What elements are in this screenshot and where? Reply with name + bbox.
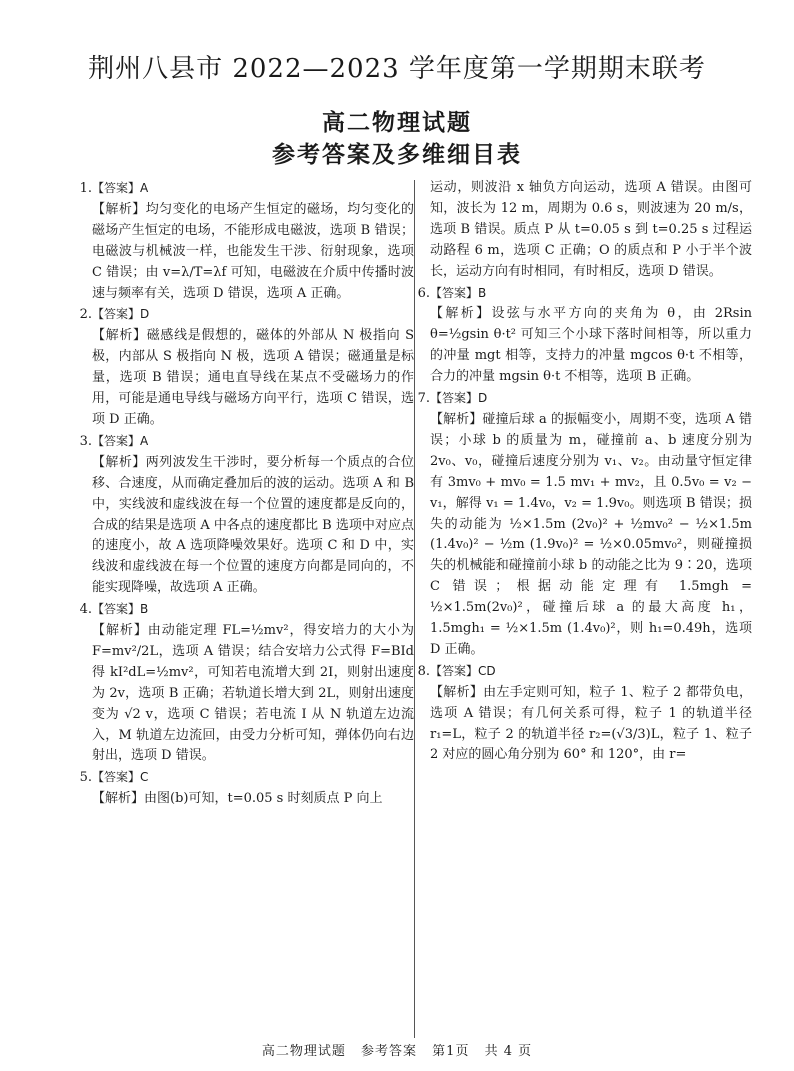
answer-label: 【答案】C xyxy=(92,770,149,785)
question-number: 3. xyxy=(79,433,92,449)
analysis-text: 【解析】碰撞后球 a 的振幅变小，周期不变，选项 A 错误；小球 b 的质量为 m，碰撞前 a、b 速度分别为 2v₀、v₀，碰撞后速度分别为 v₁、v₂。由动量守恒定律有 3mv₀ + mv₀ = 1.5 mv₁ + mv₂，且 0.5v₀ = v₂ − v₁，解得 v₁ = 1.4v₀，v₂ = 1.9v₀。则选项 B 错误；损失的动能为 ½×1.5m (2v₀)² + ½mv₀² − ½×1.5m (1.4v₀)² − ½m (1.9v₀)² = ½×0.05mv₀²，则碰撞损失的机械能和碰撞前小球 b 的动能之比为 9∶20，选项 C 错误；根据动能定理有 1.5mgh = ½×1.5m(2v₀)²，碰撞后球 a 的最大高度 h₁，1.5mgh₁ = ½×1.5m (1.4v₀)²，则 h₁=0.49h，选项 D 正确。 xyxy=(430,411,752,657)
analysis-text: 运动，则波沿 x 轴负方向运动，选项 A 错误。由图可知，波长为 12 m，周期为 0.6 s，则波速为 20 m/s，选项 B 错误。质点 P 从 t=0.05 s 到 t=0.25 s 过程运动路程 6 m，选项 C 正确；O 的质点和 P 小于半个波长，运动方向有时相同，有时相反，选项 D 错误。 xyxy=(430,180,752,279)
question-2 xyxy=(79,304,414,430)
question-number: 6. xyxy=(417,285,430,301)
question-3 xyxy=(79,431,414,599)
analysis-text: 【解析】磁感线是假想的，磁体的外部从 N 极指向 S 极，内部从 S 极指向 N 极，选项 A 错误；磁通量是标量，选项 B 错误；通电直导线在某点不受磁场力的作用，可能是通电导线与磁场方向平行，选项 C 错误，选项 D 正确。 xyxy=(92,328,414,427)
question-1 xyxy=(79,178,414,304)
question-5 xyxy=(79,767,414,810)
answer-key-title: 参考答案及多维细目表 xyxy=(272,142,522,168)
question-4 xyxy=(79,599,414,767)
column-divider xyxy=(414,180,415,1038)
analysis-text: 【解析】两列波发生干涉时，要分析每一个质点的合位移、合速度，从而确定叠加后的波的运动。选项 A 和 B 中，实线波和虚线波在每一个位置的速度都是反向的，合成的结果是选项 A 中各点的速度都比 B 选项中对应点的速度小，故 A 选项降噪效果好。选项 C 和 D 中，实线波和虚线波在每一个位置的速度方向都是同向的，不能实现降噪，故选项 A 正确。 xyxy=(92,454,414,596)
question-number: 2. xyxy=(79,307,92,323)
answer-label: 【答案】D xyxy=(430,391,488,406)
analysis-text: 【解析】由左手定则可知，粒子 1、粒子 2 都带负电，选项 A 错误；有几何关系可得，粒子 1 的轨道半径 r₁=L，粒子 2 的轨道半径 r₂=(√3/3)L，粒子 1、粒子 2 对应的圆心角分别为 60° 和 120°，由 r= xyxy=(430,684,752,763)
question-5-continued xyxy=(430,178,752,283)
question-6 xyxy=(417,283,752,389)
question-number: 7. xyxy=(417,391,430,407)
left-column xyxy=(79,178,414,810)
question-number: 5. xyxy=(79,770,92,786)
answer-label: 【答案】CD xyxy=(430,663,496,678)
footer-doc: 参考答案 xyxy=(361,1044,418,1059)
answer-label: 【答案】B xyxy=(92,602,149,617)
page-footer xyxy=(0,1040,794,1059)
answer-label: 【答案】A xyxy=(92,181,149,195)
footer-page-number: 第1页 xyxy=(432,1044,470,1059)
analysis-text: 【解析】均匀变化的电场产生恒定的磁场，均匀变化的磁场产生恒定的电场，不能形成电磁波，选项 B 错误；电磁波与机械波一样，也能发生干涉、衍射现象，选项 C 错误；由 v=λ/T=λf 可知，电磁波在介质中传播时波速与频率有关，选项 D 错误，选项 A 正确。 xyxy=(92,201,414,301)
exam-subject-title: 高二物理试题 xyxy=(322,110,472,136)
right-column xyxy=(417,178,752,766)
answer-label: 【答案】D xyxy=(92,307,150,322)
question-number: 4. xyxy=(79,602,92,618)
question-7 xyxy=(417,388,752,661)
analysis-text: 【解析】设弦与水平方向的夹角为 θ，由 2Rsin θ=½gsin θ·t² 可知三个小球下落时间相等，所以重力的冲量 mgt 相等，支持力的冲量 mgcos θ·t 不相等，合力的冲量 mgsin θ·t 不相等，选项 B 正确。 xyxy=(430,306,752,385)
footer-total-pages: 共 4 页 xyxy=(484,1044,533,1059)
analysis-text: 【解析】由动能定理 FL=½mv²，得安培力的大小为 F=mv²/2L，选项 A 错误；结合安培力公式得 F=BId 得 kI²dL=½mv²，可知若电流增大到 2I，则射出速度为 2v，选项 B 正确；若轨道长增大到 2L，则射出速度变为 √2 v，选项 C 错误；若电流 I 从 N 轨道左边流入，M 轨道左边流回，由受力分析可知，弹体仍向右边射出，选项 D 错误。 xyxy=(92,623,414,764)
question-number: 1. xyxy=(79,181,92,196)
answer-label: 【答案】A xyxy=(92,433,149,448)
answer-label: 【答案】B xyxy=(430,285,487,300)
footer-subject: 高二物理试题 xyxy=(261,1044,346,1059)
question-8 xyxy=(417,661,752,767)
question-number: 8. xyxy=(417,663,430,679)
analysis-text: 【解析】由图(b)可知，t=0.05 s 时刻质点 P 向上 xyxy=(92,791,383,807)
exam-title: 荆州八县市 2022—2023 学年度第一学期期末联考 xyxy=(88,54,706,84)
